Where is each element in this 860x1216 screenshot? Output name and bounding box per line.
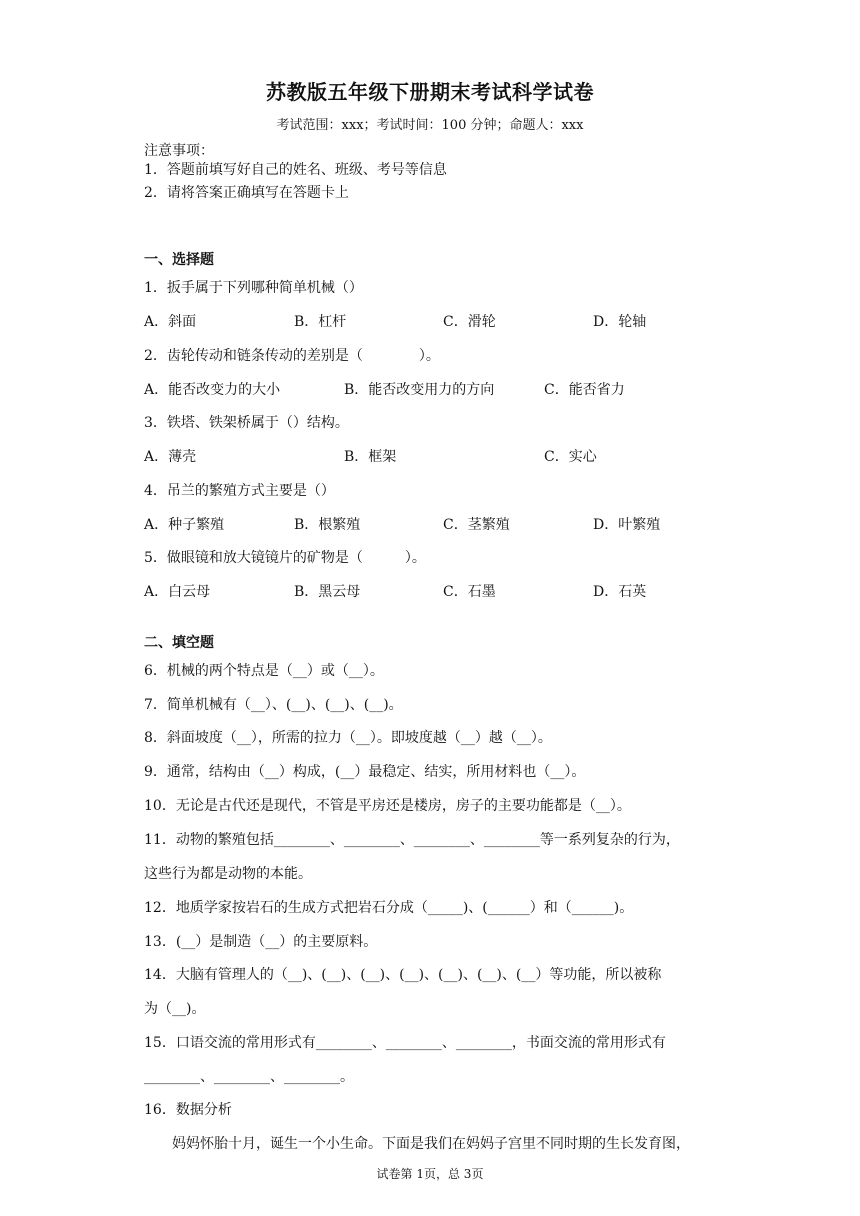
exam-title: 苏教版五年级下册期末考试科学试卷 <box>266 80 594 104</box>
paragraph-text: 妈妈怀胎十月，诞生一个小生命。下面是我们在妈妈子宫里不同时期的生长发育图， <box>144 1136 690 1152</box>
option: A．能否改变力的大小 <box>144 382 281 398</box>
question-text: 14．大脑有管理人的（__)、(__)、(__)、(__)、(__)、(__)、(__）等功能，所以被称 <box>144 967 662 983</box>
options-row <box>144 581 724 601</box>
section-heading-fill: 二、填空题 <box>144 635 214 651</box>
question-text: 9．通常，结构由（__）构成，(__）最稳定、结实，所用材料也（__）。 <box>144 764 586 780</box>
question-text: 16．数据分析 <box>144 1102 232 1118</box>
option: B．杠杆 <box>294 314 347 330</box>
option: D．石英 <box>593 584 647 600</box>
page-footer: 试卷第 1页，总 3页 <box>376 1167 484 1181</box>
options-row <box>144 379 724 399</box>
option: B．根繁殖 <box>294 517 361 533</box>
question-text: 6．机械的两个特点是（__）或（__）。 <box>144 663 384 679</box>
question-text: 15．口语交流的常用形式有________、________、________，书面交流的常用形式有 <box>144 1035 666 1051</box>
option: A．白云母 <box>144 584 211 600</box>
question-text-continued: 这些行为都是动物的本能。 <box>144 866 312 882</box>
exam-info: 考试范围：xxx；考试时间：100 分钟；命题人：xxx <box>276 118 584 133</box>
question-text: 3．铁塔、铁架桥属于（）结构。 <box>144 415 349 431</box>
notice-item: 2．请将答案正确填写在答题卡上 <box>144 185 349 201</box>
section-heading-choice: 一、选择题 <box>144 252 214 268</box>
question-text: 5．做眼镜和放大镜镜片的矿物是（ ）。 <box>144 550 426 566</box>
option: C．滑轮 <box>443 314 496 330</box>
option: B．黑云母 <box>294 584 361 600</box>
question-text: 8．斜面坡度（__），所需的拉力（__）。即坡度越（__）越（__）。 <box>144 730 552 746</box>
question-text: 1．扳手属于下列哪种简单机械（） <box>144 280 363 296</box>
option: B．能否改变用力的方向 <box>344 382 495 398</box>
options-row <box>144 514 724 534</box>
question-text-continued: ________、________、________。 <box>144 1069 354 1085</box>
option: C．实心 <box>544 449 597 465</box>
option: C．石墨 <box>443 584 496 600</box>
question-text: 10．无论是古代还是现代，不管是平房还是楼房，房子的主要功能都是（__）。 <box>144 798 631 814</box>
question-text: 2．齿轮传动和链条传动的差别是（ ）。 <box>144 348 440 364</box>
option: A．种子繁殖 <box>144 517 225 533</box>
option: C．茎繁殖 <box>443 517 510 533</box>
question-text-continued: 为（__)。 <box>144 1001 206 1017</box>
question-text: 12．地质学家按岩石的生成方式把岩石分成（_____)、(______）和（______)。 <box>144 900 634 916</box>
question-text: 7．简单机械有（__）、(__)、(__)、(__)。 <box>144 697 403 713</box>
option: D．轮轴 <box>593 314 647 330</box>
notice-item: 1．答题前填写好自己的姓名、班级、考号等信息 <box>144 162 447 178</box>
notice-heading: 注意事项： <box>144 143 214 159</box>
question-text: 11．动物的繁殖包括________、________、________、________等一系列复杂的行为， <box>144 832 680 848</box>
options-row <box>144 311 724 331</box>
question-text: 13．(__）是制造（__）的主要原料。 <box>144 934 378 950</box>
option: A．斜面 <box>144 314 197 330</box>
option: C．能否省力 <box>544 382 625 398</box>
options-row <box>144 446 724 466</box>
option: D．叶繁殖 <box>593 517 661 533</box>
option: A．薄壳 <box>144 449 197 465</box>
option: B．框架 <box>344 449 397 465</box>
question-text: 4．吊兰的繁殖方式主要是（） <box>144 483 335 499</box>
